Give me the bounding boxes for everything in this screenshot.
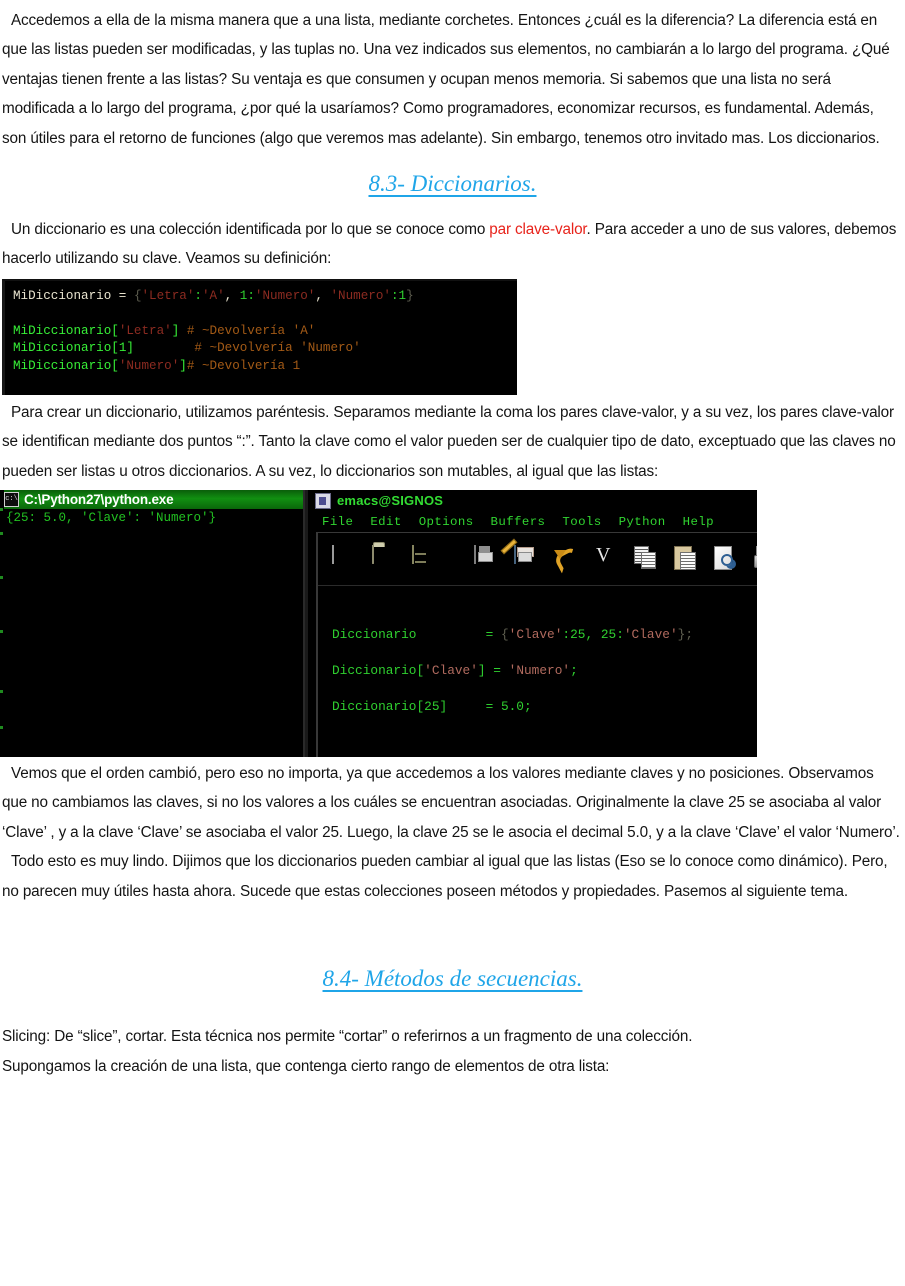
code-brace-open: { <box>500 627 509 643</box>
code-comment: # ~Devolvería 'Numero' <box>194 341 361 356</box>
code-bracket-close: ] <box>477 663 494 679</box>
code-key-2: 1 <box>239 288 248 303</box>
code-key-2: 25 <box>600 627 617 643</box>
dict-def-part-b: . Para acceder a uno de sus valores, debemos hacerlo utilizando su clave. Veamos su definición: <box>2 221 897 268</box>
screenshot-console-and-emacs <box>0 490 757 757</box>
paragraph-intro <box>0 6 905 153</box>
code-operator: = <box>111 288 134 303</box>
emacs-icon <box>315 493 331 509</box>
code-colon: : <box>616 627 624 643</box>
code-colon: : <box>247 288 255 303</box>
heading-8-4: 8.4- Métodos de secuencias. <box>322 966 583 992</box>
paragraph-dynamic-text: Todo esto es muy lindo. Dijimos que los diccionarios pueden cambiar al igual que las listas (Eso se lo conoce como dinámico). Pero, no parecen muy útiles hasta ahora. Sucede que estas colecciones poseen métodos y propiedades. Pasemos al siguiente tema. <box>2 853 888 900</box>
code-comment: # ~Devolvería 'A' <box>186 323 316 338</box>
code-semicolon: ; <box>524 699 532 715</box>
code-bracket-close: ] <box>439 699 486 715</box>
console-titlebar <box>0 490 303 509</box>
code-semicolon: ; <box>570 663 578 679</box>
screenshot-left-edge-artifacts <box>0 490 4 757</box>
code-value: 'Numero' <box>508 663 571 679</box>
console-output: {25: 5.0, 'Clave': 'Numero'} <box>0 509 303 757</box>
paragraph-dynamic <box>0 847 905 906</box>
code-value-3: 1 <box>398 288 407 303</box>
save-as-icon[interactable] <box>514 546 538 572</box>
code-bracket-close: ] <box>171 323 180 338</box>
code-operator: = <box>485 699 501 715</box>
code-access-key: 'Letra' <box>118 323 172 338</box>
emacs-code-line-3 <box>332 698 757 716</box>
code-access-expr: MiDiccionario[ <box>13 358 119 373</box>
emacs-code-line-1 <box>332 626 757 644</box>
spacer <box>0 153 905 171</box>
code-line-blank <box>13 305 517 323</box>
paste-icon[interactable] <box>674 546 698 572</box>
code-identifier: Diccionario <box>332 627 417 643</box>
code-line-3 <box>13 323 517 341</box>
code-comma: , <box>585 627 601 643</box>
code-access-key: 'Numero' <box>118 358 180 373</box>
spacer <box>0 992 905 1022</box>
code-line-5 <box>13 358 517 376</box>
dict-def-part-a: Un diccionario es una colección identificada por lo que se conoce como <box>11 221 490 239</box>
document-page <box>0 6 905 1286</box>
code-colon: : <box>562 627 571 643</box>
code-access-expr: Diccionario[ <box>332 699 425 715</box>
emacs-frame <box>316 532 757 757</box>
paragraph-create-dictionary <box>0 398 905 486</box>
cut-icon[interactable] <box>594 546 618 572</box>
code-key-3: 'Numero' <box>330 288 391 303</box>
code-comment: # ~Devolvería 1 <box>186 358 301 373</box>
code-operator: = <box>493 663 509 679</box>
code-value-2: 'Numero' <box>254 288 316 303</box>
emacs-code-line-2 <box>332 662 757 680</box>
code-comma: , <box>315 288 331 303</box>
new-file-icon[interactable] <box>332 546 356 572</box>
menu-item-python[interactable]: Python <box>618 514 666 529</box>
paragraph-order-changed <box>0 759 905 847</box>
code-brace-close: } <box>406 288 414 303</box>
code-brace-close: }; <box>677 627 693 643</box>
code-access-key: 1 <box>118 341 127 356</box>
emacs-code-line-blank <box>332 734 757 752</box>
code-identifier: MiDiccionario <box>13 288 112 303</box>
emacs-titlebar <box>308 490 757 511</box>
print-icon[interactable] <box>754 546 757 572</box>
code-value-1: 25 <box>570 627 586 643</box>
python-console-window <box>0 490 305 757</box>
code-operator: = <box>485 627 501 643</box>
code-bracket-close: ] <box>126 341 134 356</box>
menu-item-edit[interactable]: Edit <box>370 514 402 529</box>
code-line-4 <box>13 340 517 358</box>
paragraph-slicing-2: Supongamos la creación de una lista, que contenga cierto rango de elementos de otra lista: <box>2 1057 610 1075</box>
search-icon[interactable] <box>714 546 738 572</box>
emacs-window <box>305 490 757 757</box>
menu-item-options[interactable]: Options <box>418 514 474 529</box>
emacs-title-text: emacs@SIGNOS <box>337 493 444 509</box>
code-screenshot-dictionary-definition <box>2 279 517 395</box>
paragraph-order-changed-text: Vemos que el orden cambió, pero eso no importa, ya que accedemos a los valores mediante claves y no posiciones. Observamos que no cambiamos las claves, si no los valores a los cuáles se encuentran asociadas. Originalmente la clave 25 se asociaba al valor ‘Clave’ , y a la clave ‘Clave’ se asociaba el valor 25. Luego, la clave 25 se le asocia el decimal 5.0, y a la clave ‘Clave’ el valor ‘Numero’. <box>2 765 900 841</box>
code-brace-open: { <box>133 288 142 303</box>
cmd-icon: c:\ <box>4 492 19 507</box>
save-icon[interactable] <box>474 546 498 572</box>
code-value-1: 'A' <box>201 288 225 303</box>
code-pad <box>179 324 187 338</box>
code-access-key: 'Clave' <box>424 663 478 679</box>
paragraph-intro-text: Accedemos a ella de la misma manera que a una lista, mediante corchetes. Entonces ¿cuál es la diferencia? La diferencia está en que las listas pueden ser modificadas, y las tuplas no. Una vez indicados sus elementos, no cambiarán a lo largo del programa. ¿Qué ventajas tienen frente a las listas? Su ventaja es que consumen y ocupan menos memoria. Si sabemos que una lista no será modificada a lo largo del programa, ¿por qué la usaríamos? Como programadores, economizar recursos, es fundamental. Además, son útiles para el retorno de funciones (algo que veremos mas adelante). Sin embargo, tenemos otro invitado mas. Los diccionarios. <box>2 12 890 147</box>
emacs-toolbar <box>318 533 757 586</box>
paragraph-dictionary-definition <box>0 215 905 274</box>
console-title-text: C:\Python27\python.exe <box>24 492 174 508</box>
emacs-buffer-code[interactable] <box>318 586 757 757</box>
code-access-expr: MiDiccionario[ <box>13 323 119 338</box>
paragraph-create-dictionary-text: Para crear un diccionario, utilizamos paréntesis. Separamos mediante la coma los pares clave-valor, y a su vez, los pares clave-valor se identifican mediante dos puntos “:”. Tanto la clave como el valor pueden ser de cualquier tipo de dato, exceptuado que las claves no pueden ser listas u otros diccionarios. A su vez, lo diccionarios son mutables, al igual que las listas: <box>2 403 896 480</box>
open-folder-icon[interactable] <box>372 546 396 572</box>
menu-item-help[interactable]: Help <box>682 514 714 529</box>
copy-icon[interactable] <box>634 546 658 572</box>
code-key-1: 'Clave' <box>508 627 563 643</box>
code-access-expr: Diccionario[ <box>332 663 425 679</box>
code-colon: : <box>194 288 202 303</box>
code-comma: , <box>224 288 240 303</box>
code-pad <box>134 341 194 355</box>
code-colon: : <box>390 288 399 303</box>
code-pad <box>416 627 485 642</box>
code-access-expr: MiDiccionario[ <box>13 341 119 356</box>
spacer <box>0 197 905 215</box>
paragraph-slicing-1: Slicing: De “slice”, cortar. Esta técnica nos permite “cortar” o referirnos a un fragmento de una colección. <box>2 1028 693 1046</box>
code-value-2: 'Clave' <box>623 627 678 643</box>
code-bracket-close: ] <box>179 358 187 373</box>
code-line-1 <box>13 288 517 306</box>
code-value: 5.0 <box>500 699 524 715</box>
code-key-1: 'Letra' <box>141 288 195 303</box>
spacer <box>0 906 905 966</box>
file-cabinet-icon[interactable] <box>412 546 436 572</box>
highlight-key-value-pair: par clave-valor <box>489 221 587 239</box>
code-access-key: 25 <box>424 699 440 715</box>
menu-item-file[interactable]: File <box>322 514 354 529</box>
menu-item-tools[interactable]: Tools <box>562 514 602 529</box>
emacs-menubar <box>308 511 757 532</box>
heading-8-3: 8.3- Diccionarios. <box>368 171 537 197</box>
undo-icon[interactable] <box>554 546 578 572</box>
menu-item-buffers[interactable]: Buffers <box>490 514 546 529</box>
